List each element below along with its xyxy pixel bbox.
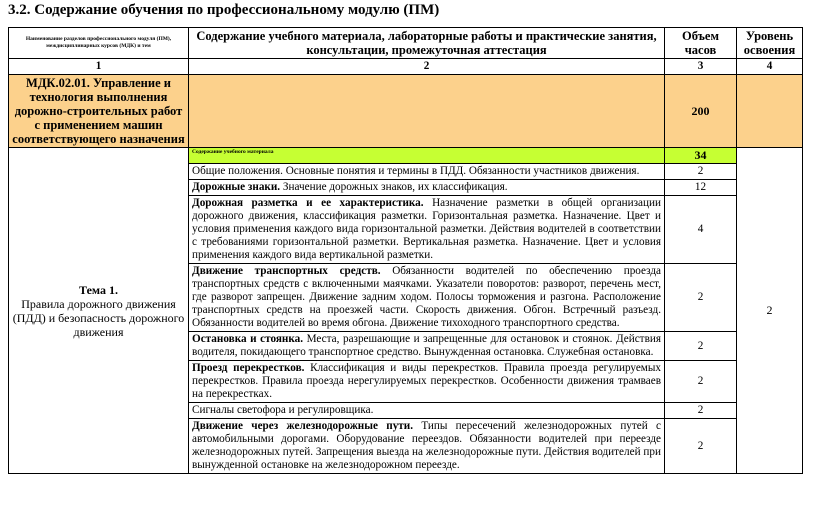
mdk-name: МДК.02.01. Управление и технология выполнения дорожно-строительных работ с применением машин соответствующего назначения	[9, 75, 189, 148]
row-content: Остановка и стоянка. Места, разрешающие и запрещенные для остановок и стоянок. Действия водителя, покидающего транспортное средство. Вынужденная остановка. Служебная остановка.	[189, 332, 665, 361]
row-content: Общие положения. Основные понятия и термины в ПДД. Обязанности участников движения.	[189, 164, 665, 180]
header-col-sections: Наименование разделов профессионального модуля (ПМ), междисциплинарных курсов (МДК) и тем	[9, 28, 189, 59]
topic-level: 2	[737, 148, 803, 474]
row-content: Дорожная разметка и ее характеристика. Назначение разметки в общей организации дорожного движения, классификация разметки. Горизонтальная разметка. Назначение. Цвет и условия применения каждого вида горизонтальной разметки. Действия водителей в соответствии с требованиями горизонтальной разметки. Вертикальная разметка. Назначение. Цвет и условия применения каждого вида вертикальной разметки.	[189, 196, 665, 264]
row-hours: 4	[665, 196, 737, 264]
row-hours: 12	[665, 180, 737, 196]
mdk-content-empty	[189, 75, 665, 148]
mdk-hours: 200	[665, 75, 737, 148]
row-hours: 2	[665, 419, 737, 474]
mdk-level-empty	[737, 75, 803, 148]
topic-name	[9, 148, 189, 474]
header-row	[9, 28, 803, 59]
row-content: Проезд перекрестков. Классификация и виды перекрестков. Правила проезда регулируемых перекрестков. Правила проезда нерегулируемых перекрестков. Особенности движения трамваев на перекрестках.	[189, 361, 665, 403]
column-numbers-row	[9, 59, 803, 75]
header-col-hours: Объем часов	[665, 28, 737, 59]
topic-title: Тема 1.	[79, 282, 118, 297]
content-header-row	[9, 148, 803, 164]
header-col-level: Уровень освоения	[737, 28, 803, 59]
page-title: 3.2. Содержание обучения по профессиональному модулю (ПМ)	[8, 2, 440, 18]
row-content: Сигналы светофора и регулировщика.	[189, 403, 665, 419]
row-hours: 2	[665, 361, 737, 403]
curriculum-table	[8, 27, 803, 474]
header-col-content: Содержание учебного материала, лабораторные работы и практические занятия, консультации, промежуточная аттестация	[189, 28, 665, 59]
content-header-hours: 34	[665, 148, 737, 164]
row-content: Движение через железнодорожные пути. Типы пересечений железнодорожных путей с автомобильными дорогами. Оборудование переездов. Обязанности водителей при переезде железнодорожных путей. Запрещения выезда на железнодорожные пути. Действия водителей при вынужденной остановке на железнодорожном переезде.	[189, 419, 665, 474]
column-number: 1	[9, 59, 189, 75]
mdk-row	[9, 75, 803, 148]
topic-description: Правила дорожного движения (ПДД) и безопасность дорожного движения	[12, 296, 185, 339]
column-number: 2	[189, 59, 665, 75]
column-number: 4	[737, 59, 803, 75]
row-hours: 2	[665, 403, 737, 419]
row-content: Движение транспортных средств. Обязанности водителей по обеспечению проезда транспортных средств с включенными маячками. Указатели поворотов: разворот, перечень мест, где разворот запрещен. Движение задним ходом. Полосы торможения и разгона. Расположение транспортных средств на проезжей части. Скорость движения. Обгон. Встречный разъезд. Обязанности водителей во время обгона. Движение тихоходного транспортного средства.	[189, 264, 665, 332]
column-number: 3	[665, 59, 737, 75]
row-hours: 2	[665, 164, 737, 180]
row-content: Дорожные знаки. Значение дорожных знаков, их классификация.	[189, 180, 665, 196]
row-hours: 2	[665, 264, 737, 332]
row-hours: 2	[665, 332, 737, 361]
content-header-label: Содержание учебного материала	[189, 148, 665, 164]
